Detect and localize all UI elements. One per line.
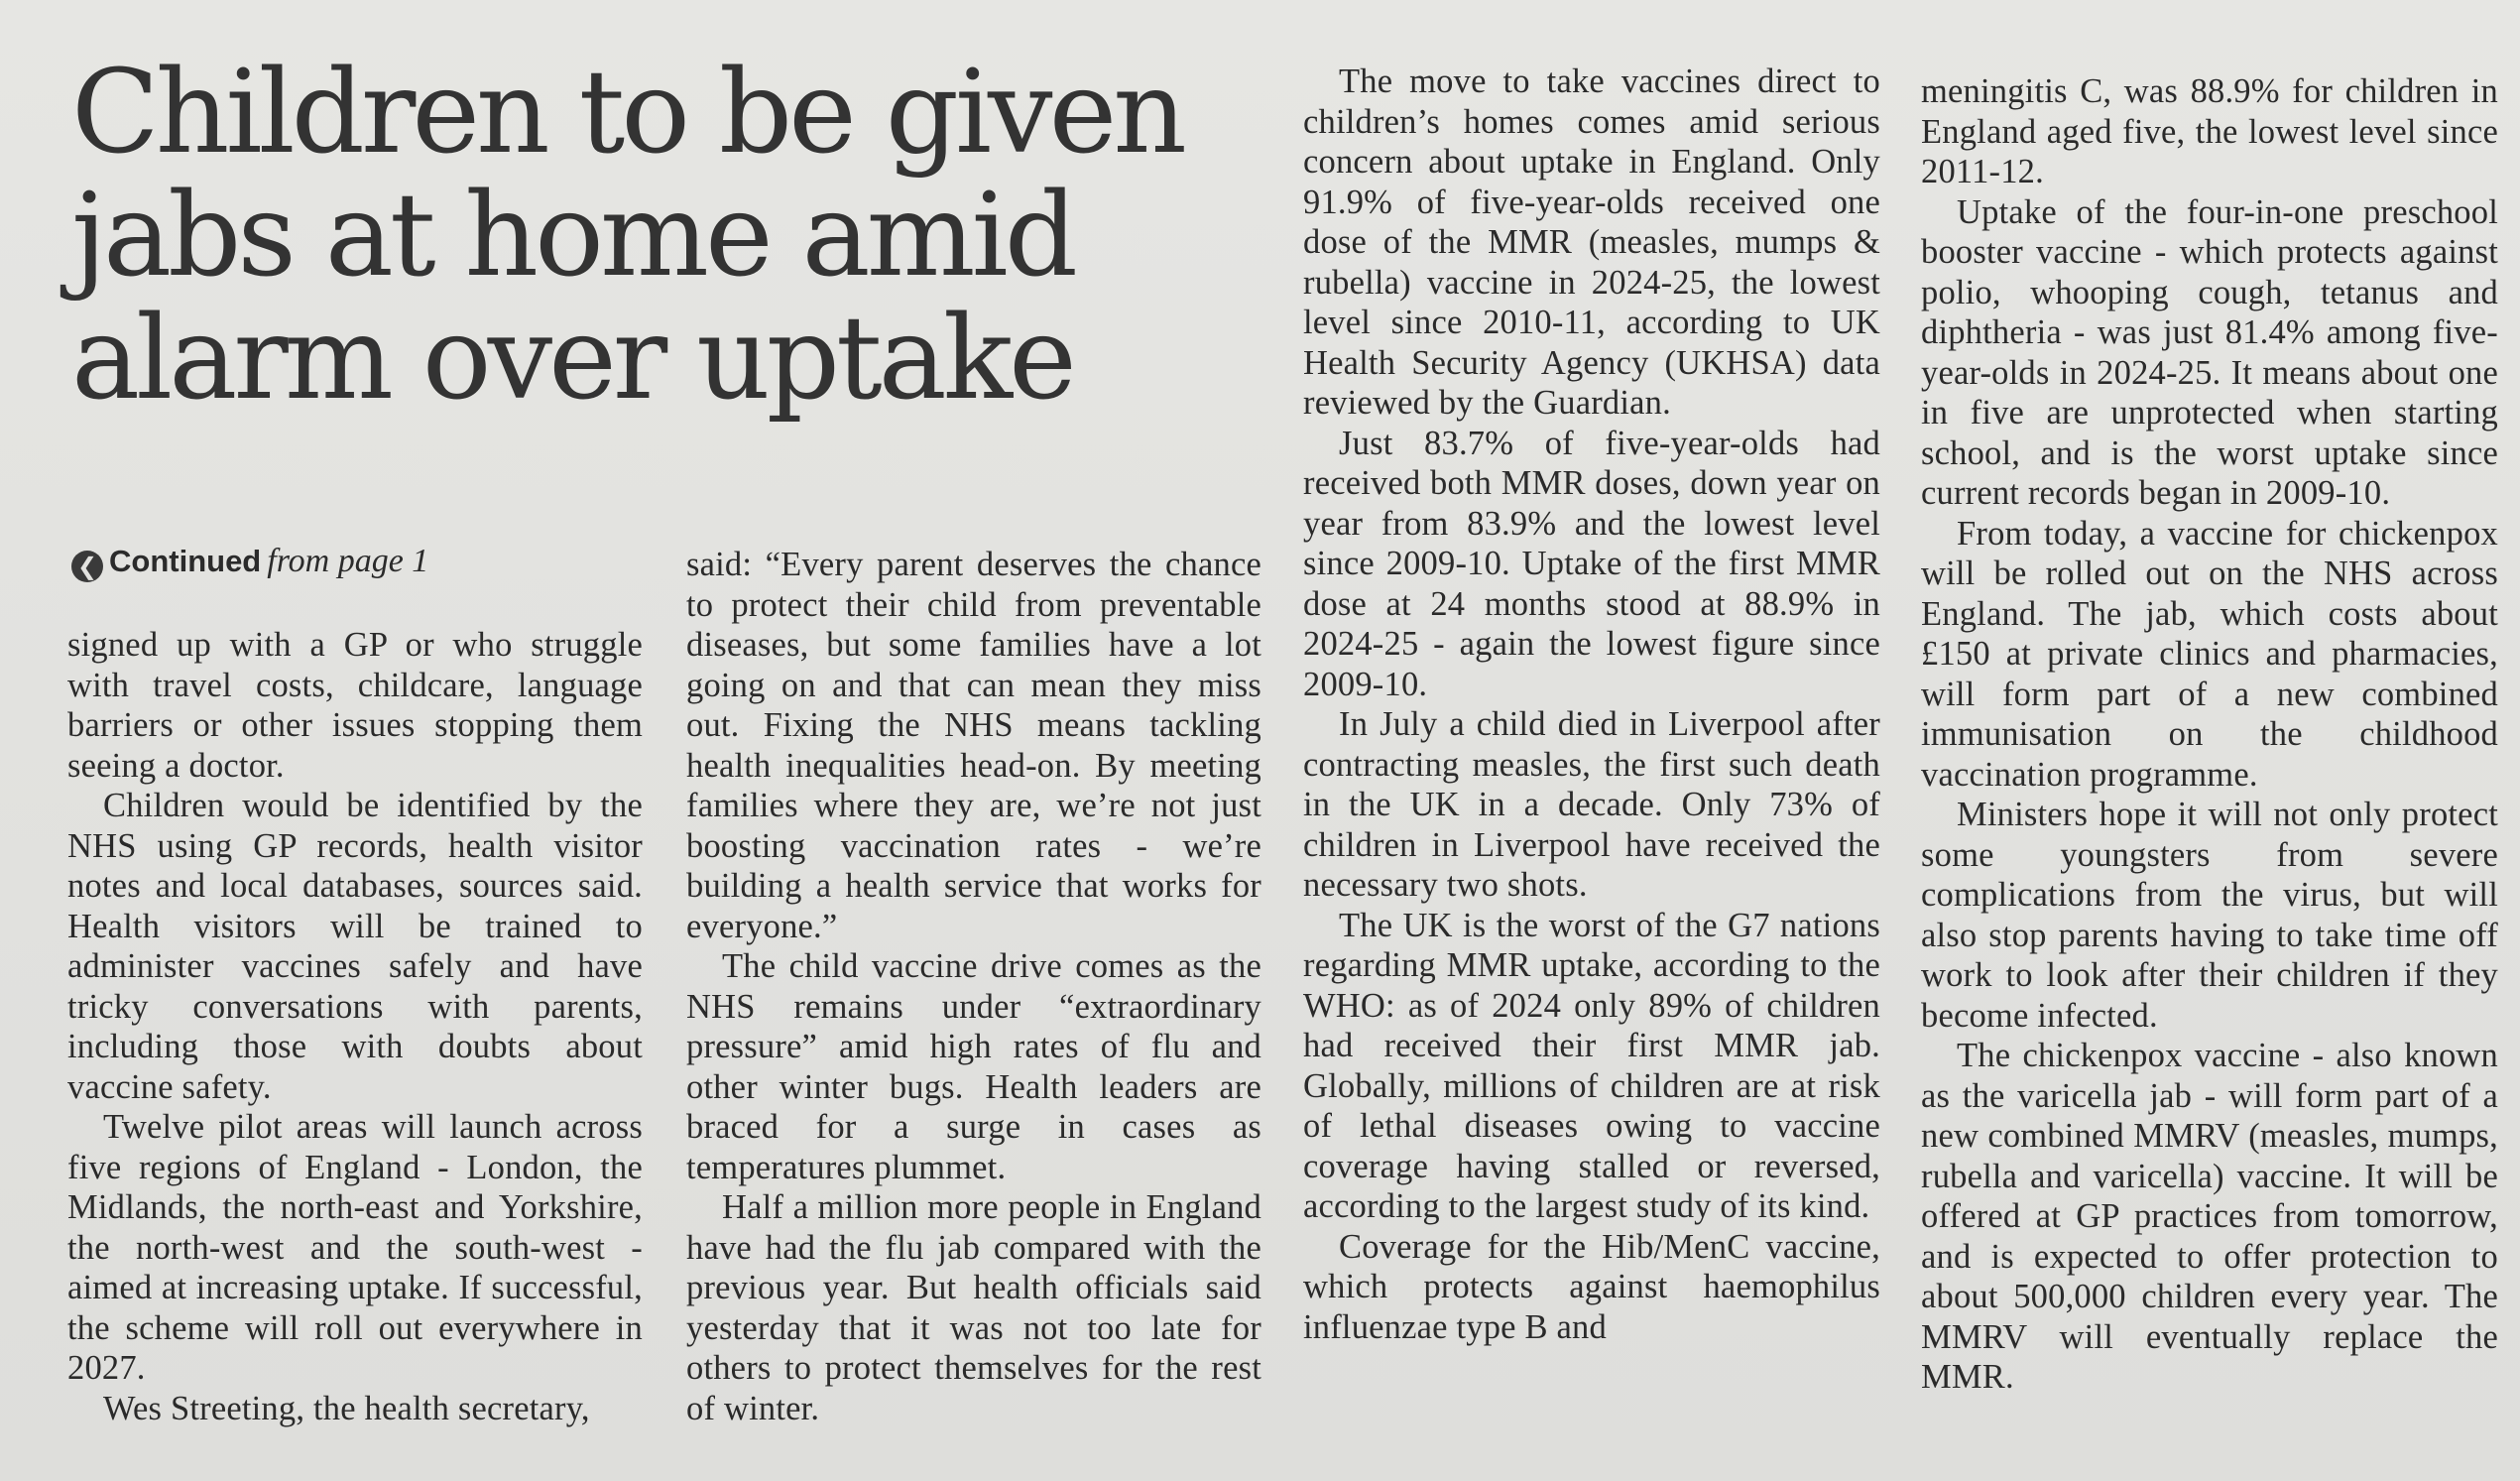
paragraph: signed up with a GP or who struggle with travel costs, childcare, language barriers or other issues stopping them seeing a doctor.	[67, 626, 643, 785]
paragraph: From today, a vaccine for chickenpox will be rolled out on the NHS across England. The jab, which costs about £150 at private clinics and pharmacies, will form part of a new combined immunisation on the childhood vaccination programme.	[1921, 514, 2498, 794]
article-column-1	[67, 625, 643, 1428]
paragraph: Children would be identified by the NHS using GP records, health visitor notes and local databases, sources said. Health visitors will be trained to administer vaccines safely and have tricky conversations with parents, including those with doubts about vaccine safety.	[67, 787, 643, 1106]
paragraph: Half a million more people in England have had the flu jab compared with the previous year. But health officials said yesterday that it was not too late for others to protect themselves for the rest of winter.	[686, 1188, 1261, 1427]
paragraph: Wes Streeting, the health secretary,	[103, 1389, 590, 1427]
paragraph: said: “Every parent deserves the chance to protect their child from preventable diseases, but some families have a lot going on and that can mean they miss out. Fixing the NHS means tackling health inequalities head-on. By meeting families where they are, we’re not just boosting vaccination rates - we’re building a health service that works for everyone.”	[686, 546, 1261, 945]
headline-line-1: Children to be given	[71, 46, 1183, 180]
continued-label: Continued	[109, 544, 262, 578]
article-headline	[71, 46, 1281, 426]
continued-page-ref: from page 1	[267, 543, 429, 579]
paragraph: meningitis C, was 88.9% for children in England aged five, the lowest level since 2011-12.	[1921, 72, 2498, 190]
paragraph: The child vaccine drive comes as the NHS remains under “extraordinary pressure” amid high rates of flu and other winter bugs. Health leaders are braced for a surge in cases as temperatures plummet.	[686, 947, 1261, 1186]
continued-from-marker	[71, 542, 428, 582]
article-column-2	[686, 545, 1261, 1428]
headline-line-3: alarm over uptake	[71, 292, 1073, 426]
left-arrow-circle-icon: ❮	[71, 551, 103, 582]
paragraph: Coverage for the Hib/MenC vaccine, which protects against haemophilus influenzae type B and	[1303, 1227, 1880, 1346]
headline-line-2: jabs at home amid	[71, 169, 1075, 303]
paragraph: The move to take vaccines direct to children’s homes comes amid serious concern about uptake in England. Only 91.9% of five-year-olds received one dose of the MMR (measles, mumps & rubella) vaccine in 2024-25, the lowest level since 2010-11, according to UK Health Security Agency (UKHSA) data reviewed by the Guardian.	[1303, 62, 1880, 422]
paragraph: The chickenpox vaccine - also known as the varicella jab - will form part of a new combined MMRV (measles, mumps, rubella and varicella) vaccine. It will be offered at GP practices from tomorrow, and is expected to offer protection to about 500,000 children every year. The MMRV will eventually replace the MMR.	[1921, 1037, 2498, 1396]
paragraph: The UK is the worst of the G7 nations regarding MMR uptake, according to the WHO: as of 2024 only 89% of children had received their first MMR jab. Globally, millions of children are at risk of lethal diseases owing to vaccine coverage having stalled or reversed, according to the largest study of its kind.	[1303, 906, 1880, 1225]
article-column-3	[1303, 62, 1880, 1347]
article-column-4	[1921, 71, 2498, 1398]
paragraph: Ministers hope it will not only protect some youngsters from severe complications from the virus, but will also stop parents having to take time off work to look after their children if they become infected.	[1921, 796, 2498, 1035]
paragraph: Just 83.7% of five-year-olds had received both MMR doses, down year on year from 83.9% and the lowest level since 2009-10. Uptake of the first MMR dose at 24 months stood at 88.9% in 2024-25 - again the lowest figure since 2009-10.	[1303, 424, 1880, 703]
paragraph: In July a child died in Liverpool after contracting measles, the first such death in the UK in a decade. Only 73% of children in Liverpool have received the necessary two shots.	[1303, 705, 1880, 904]
paragraph: Twelve pilot areas will launch across five regions of England - London, the Midlands, the north-east and Yorkshire, the north-west and the south-west - aimed at increasing uptake. If successful, the scheme will roll out everywhere in 2027.	[67, 1108, 643, 1387]
paragraph: Uptake of the four-in-one preschool booster vaccine - which protects against polio, whooping cough, tetanus and diphtheria - was just 81.4% among five-year-olds in 2024-25. It means about one in five are unprotected when starting school, and is the worst uptake since current records began in 2009-10.	[1921, 192, 2498, 512]
